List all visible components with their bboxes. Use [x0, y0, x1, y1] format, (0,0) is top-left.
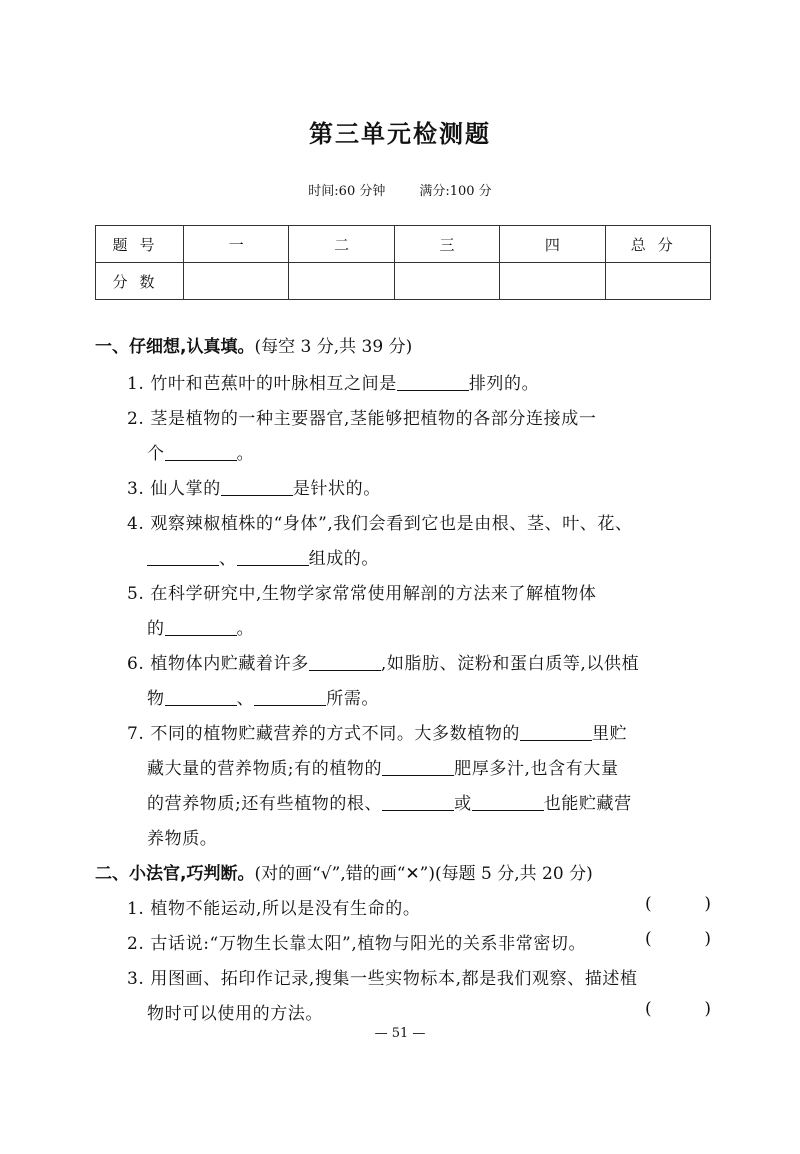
- section-heading-2: [95, 859, 593, 884]
- question-1-7-cont-3: [147, 824, 731, 849]
- question-text: 藏大量的营养物质;有的植物的: [147, 759, 383, 779]
- row-label-cell: 分数: [96, 263, 184, 300]
- question-1-5: [127, 579, 711, 604]
- column-header: 一: [184, 226, 289, 263]
- answer-blank[interactable]: [165, 688, 237, 706]
- exam-meta: [0, 180, 800, 199]
- column-header: 三: [394, 226, 499, 263]
- answer-parentheses[interactable]: [645, 929, 711, 949]
- answer-blank[interactable]: [397, 373, 469, 391]
- question-text: 2. 古话说:“万物生长靠太阳”,植物与阳光的关系非常密切。: [127, 934, 587, 954]
- question-1-2-cont: [147, 439, 731, 464]
- answer-blank[interactable]: [382, 793, 454, 811]
- score-cell[interactable]: [605, 263, 710, 300]
- full-score: 满分:100 分: [419, 184, 492, 199]
- question-1-7-cont-1: [147, 754, 731, 779]
- question-text: ,如脂肪、淀粉和蛋白质等,以供植: [380, 654, 640, 674]
- header-label-cell: 题号: [96, 226, 184, 263]
- paren-open: (: [645, 894, 652, 914]
- question-1-6: [127, 649, 711, 674]
- question-text: 5. 在科学研究中,生物学家常常使用解剖的方法来了解植物体: [127, 584, 597, 604]
- page-number: — 51 —: [374, 1026, 426, 1041]
- paren-close: ): [704, 894, 711, 914]
- question-text: 个: [147, 444, 165, 464]
- question-text: 。: [236, 619, 255, 639]
- question-text: 3. 仙人掌的: [127, 479, 221, 499]
- question-2-3-cont: [147, 999, 731, 1024]
- paren-close: ): [704, 929, 711, 949]
- question-1-6-cont: [147, 684, 731, 709]
- answer-blank[interactable]: [221, 478, 293, 496]
- score-cell[interactable]: [394, 263, 499, 300]
- score-table-score-row: [96, 263, 711, 300]
- question-text: 1. 植物不能运动,所以是没有生命的。: [127, 899, 421, 919]
- question-text: 或: [454, 794, 472, 814]
- section-heading-1: [95, 332, 412, 357]
- question-text: 所需。: [326, 689, 380, 709]
- column-header: 四: [500, 226, 605, 263]
- score-table: [95, 225, 711, 300]
- question-1-1: [127, 369, 711, 394]
- answer-blank[interactable]: [520, 723, 592, 741]
- question-text: 物时可以使用的方法。: [147, 1004, 323, 1024]
- answer-blank[interactable]: [147, 548, 219, 566]
- question-text: 、: [236, 689, 255, 709]
- section-note: (每空 3 分,共 39 分): [254, 337, 413, 357]
- paren-close: ): [704, 999, 711, 1019]
- column-header: 二: [289, 226, 394, 263]
- question-text: 养物质。: [147, 829, 218, 849]
- answer-blank[interactable]: [382, 758, 454, 776]
- question-text: 6. 植物体内贮藏着许多: [127, 654, 309, 674]
- question-text: 肥厚多汁,也含有大量: [454, 759, 619, 779]
- answer-blank[interactable]: [472, 793, 544, 811]
- question-1-4: [127, 509, 711, 534]
- question-text: 7. 不同的植物贮藏营养的方式不同。大多数植物的: [127, 724, 521, 744]
- question-1-5-cont: [147, 614, 731, 639]
- question-text: 4. 观察辣椒植株的“身体”,我们会看到它也是由根、茎、叶、花、: [127, 514, 633, 534]
- question-2-3: [127, 964, 711, 989]
- answer-blank[interactable]: [237, 548, 309, 566]
- question-text: 也能贮藏营: [543, 794, 632, 814]
- question-1-7-cont-2: [147, 789, 731, 814]
- score-cell[interactable]: [500, 263, 605, 300]
- page-title: 第三单元检测题: [309, 120, 491, 148]
- paren-open: (: [645, 929, 652, 949]
- answer-blank[interactable]: [309, 653, 381, 671]
- question-text: 排列的。: [468, 374, 540, 394]
- column-header: 总分: [605, 226, 710, 263]
- time-limit: 时间:60 分钟: [308, 184, 386, 199]
- question-1-3: [127, 474, 711, 499]
- question-text: 组成的。: [308, 549, 380, 569]
- question-text: 2. 茎是植物的一种主要器官,茎能够把植物的各部分连接成一: [127, 409, 597, 429]
- section-title: 一、仔细想,认真填。: [95, 337, 255, 357]
- question-text: 1. 竹叶和芭蕉叶的叶脉相互之间是: [127, 374, 397, 394]
- question-text: 3. 用图画、拓印作记录,搜集一些实物标本,都是我们观察、描述植: [127, 969, 638, 989]
- score-table-header-row: [96, 226, 711, 263]
- score-cell[interactable]: [289, 263, 394, 300]
- question-text: 是针状的。: [292, 479, 381, 499]
- section-note: (对的画“√”,错的画“✕”)(每题 5 分,共 20 分): [254, 864, 593, 884]
- question-text: 的: [147, 619, 165, 639]
- answer-blank[interactable]: [254, 688, 326, 706]
- section-title: 二、小法官,巧判断。: [95, 864, 255, 884]
- question-text: 、: [219, 549, 237, 569]
- question-1-4-cont: [147, 544, 731, 569]
- question-2-1: [127, 894, 711, 919]
- answer-blank[interactable]: [165, 443, 237, 461]
- question-text: 的营养物质;还有些植物的根、: [147, 794, 383, 814]
- answer-blank[interactable]: [165, 618, 237, 636]
- question-1-7: [127, 719, 711, 744]
- paren-open: (: [645, 999, 652, 1019]
- answer-parentheses[interactable]: [645, 999, 711, 1019]
- question-text: 里贮: [592, 724, 628, 744]
- answer-parentheses[interactable]: [645, 894, 711, 914]
- question-text: 。: [236, 444, 255, 464]
- question-text: 物: [147, 689, 165, 709]
- question-2-2: [127, 929, 711, 954]
- score-cell[interactable]: [184, 263, 289, 300]
- question-1-2: [127, 404, 711, 429]
